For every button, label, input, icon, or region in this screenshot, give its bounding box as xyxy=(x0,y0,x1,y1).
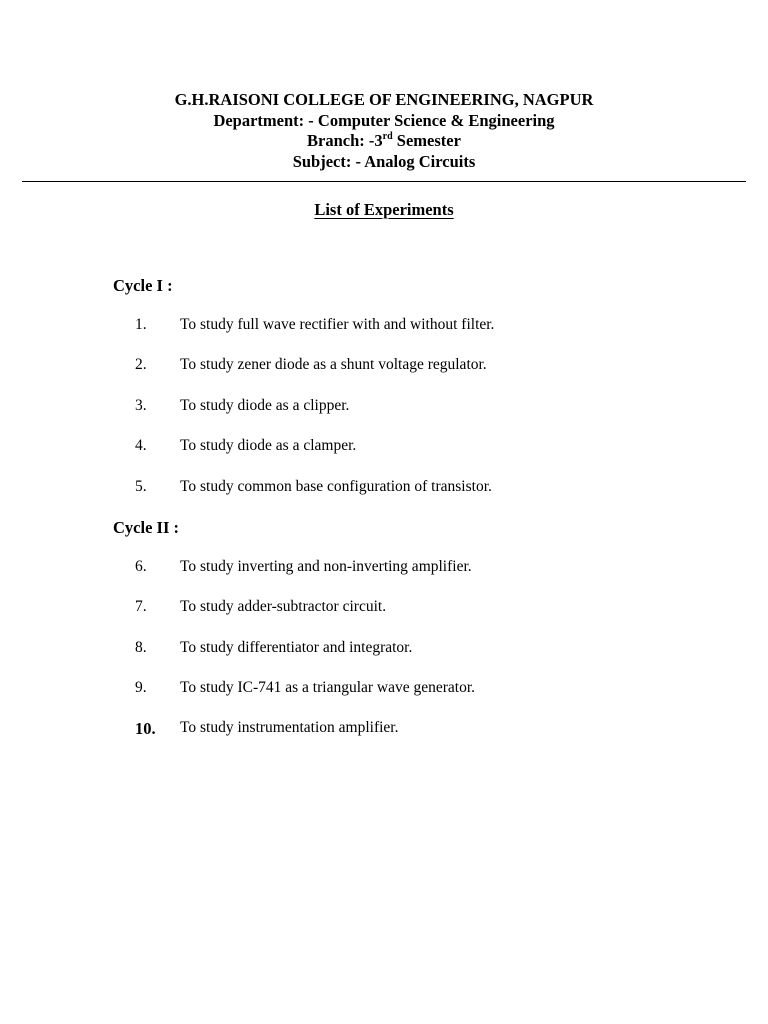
item-number: 2. xyxy=(135,356,147,373)
item-text: To study diode as a clipper. xyxy=(180,397,350,414)
subject-line: Subject: - Analog Circuits xyxy=(292,151,476,171)
branch-suffix: Semester xyxy=(392,131,461,150)
item-number: 6. xyxy=(135,558,147,575)
item-number: 1. xyxy=(135,316,147,333)
item-text: To study common base configuration of transistor. xyxy=(180,478,492,495)
branch-prefix: Branch: -3 xyxy=(307,131,383,150)
branch-line xyxy=(0,131,768,152)
item-number: 8. xyxy=(135,639,147,656)
list-title xyxy=(0,200,768,220)
item-text: To study diode as a clamper. xyxy=(180,437,357,454)
item-text: To study instrumentation amplifier. xyxy=(180,719,399,736)
list-title-text: List of Experiments xyxy=(314,200,454,219)
item-number: 4. xyxy=(135,437,147,454)
item-number: 5. xyxy=(135,478,147,495)
item-text: To study adder-subtractor circuit. xyxy=(180,598,387,615)
item-number: 9. xyxy=(135,679,147,696)
item-number: 7. xyxy=(135,598,147,615)
document-header xyxy=(0,90,768,172)
item-text: To study full wave rectifier with and without filter. xyxy=(180,316,495,333)
item-text: To study differentiator and integrator. xyxy=(180,639,413,656)
department-line: Department: - Computer Science & Engineering xyxy=(213,110,555,130)
item-text: To study zener diode as a shunt voltage regulator. xyxy=(180,356,487,373)
item-number: 10. xyxy=(135,719,156,738)
college-name: G.H.RAISONI COLLEGE OF ENGINEERING, NAGPUR xyxy=(174,90,594,109)
header-divider xyxy=(22,181,746,182)
item-text: To study inverting and non-inverting amplifier. xyxy=(180,558,472,575)
cycle-heading: Cycle II : xyxy=(113,518,179,537)
branch-ordinal-suffix: rd xyxy=(382,130,393,142)
item-number: 3. xyxy=(135,397,147,414)
item-text: To study IC-741 as a triangular wave generator. xyxy=(180,679,476,696)
cycle-heading: Cycle I : xyxy=(113,276,173,295)
